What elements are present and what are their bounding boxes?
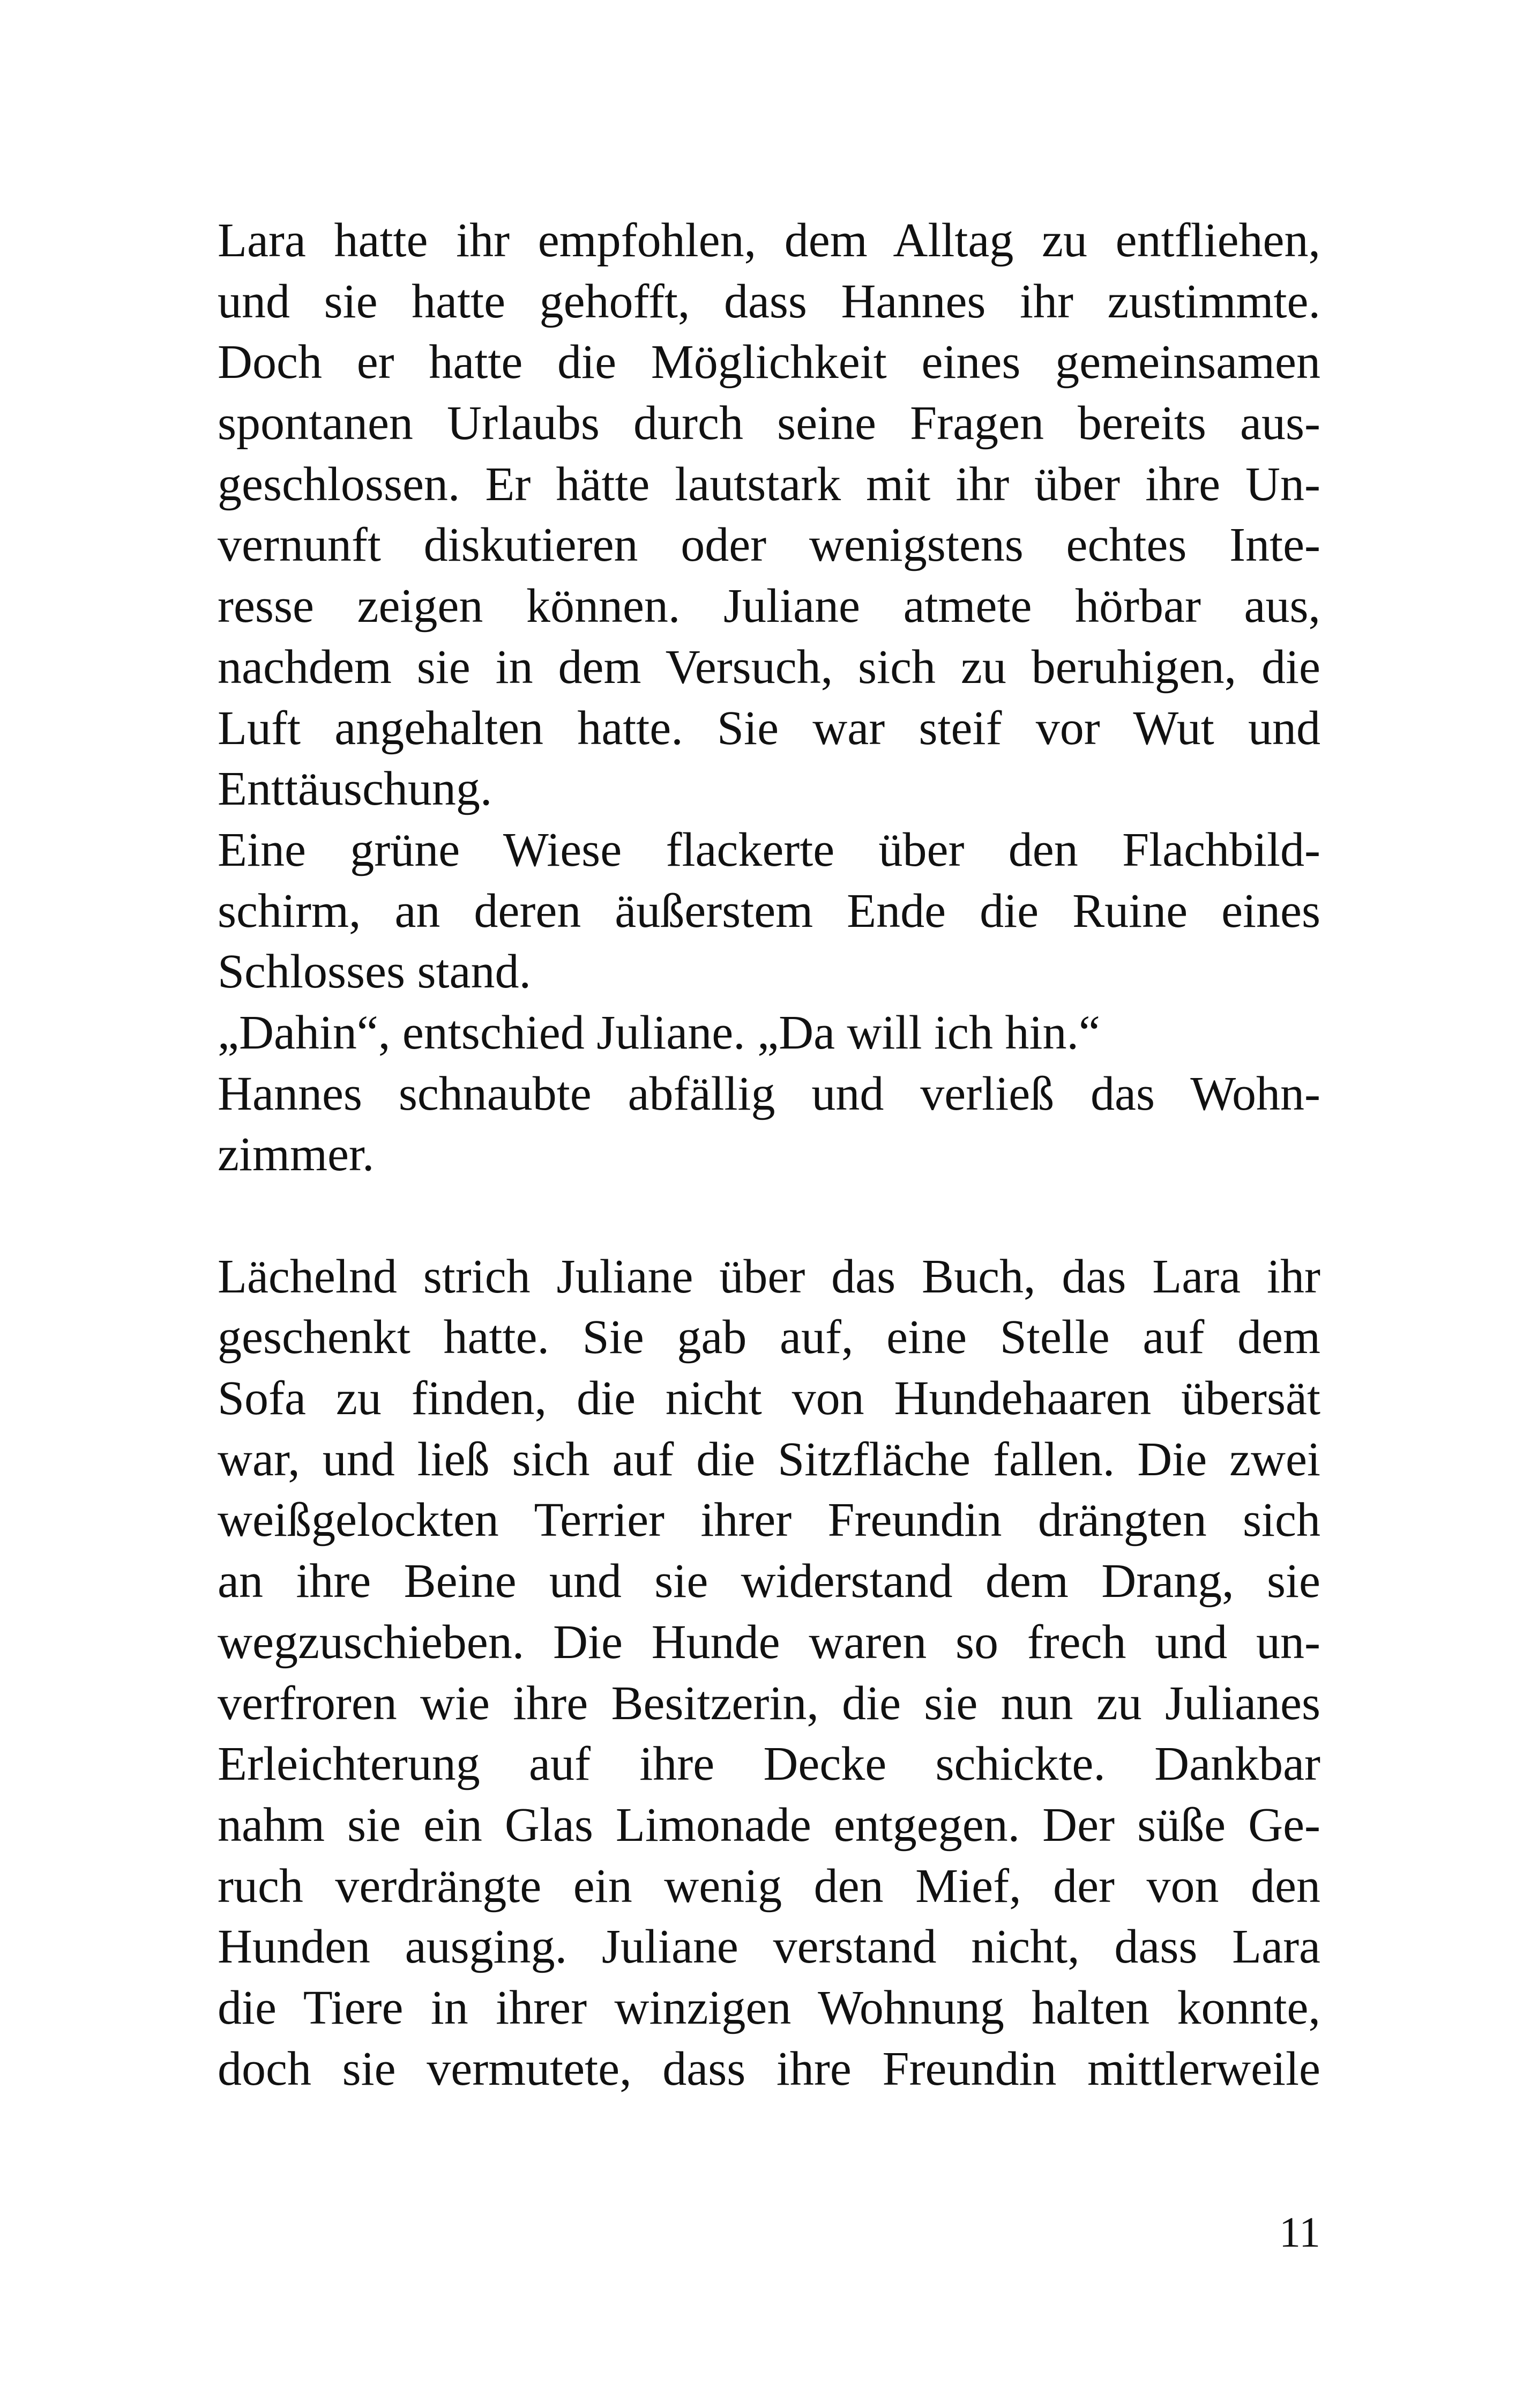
text-line: die Tiere in ihrer winzigen Wohnung halten konnte,	[218, 1981, 1320, 2034]
text-line: und sie hatte gehofft, dass Hannes ihr zustimmte.	[218, 274, 1320, 328]
text-line: Hunden ausging. Juliane verstand nicht, dass Lara	[218, 1920, 1320, 1974]
text-line: an ihre Beine und sie widerstand dem Drang, sie	[218, 1555, 1320, 1608]
text-line: verfroren wie ihre Besitzerin, die sie nun zu Julianes	[218, 1676, 1320, 1730]
text-line: Luft angehalten hatte. Sie war steif vor Wut und	[218, 701, 1320, 755]
text-line: Eine grüne Wiese flackerte über den Flachbild-	[218, 823, 1320, 876]
text-line: Sofa zu finden, die nicht von Hundehaaren übersät	[218, 1372, 1320, 1425]
text-line: geschlossen. Er hätte lautstark mit ihr über ihre Un-	[218, 457, 1320, 511]
text-line: Lara hatte ihr empfohlen, dem Alltag zu entfliehen,	[218, 214, 1320, 267]
paragraph	[218, 1002, 1320, 1064]
text-line: war, und ließ sich auf die Sitzfläche fallen. Die zwei	[218, 1432, 1320, 1486]
text-line: resse zeigen können. Juliane atmete hörbar aus,	[218, 579, 1320, 633]
paragraph	[218, 820, 1320, 1002]
text-line: Doch er hatte die Möglichkeit eines gemeinsamen	[218, 336, 1320, 389]
text-line: nahm sie ein Glas Limonade entgegen. Der süße Ge-	[218, 1798, 1320, 1852]
text-line: nachdem sie in dem Versuch, sich zu beruhigen, die	[218, 640, 1320, 694]
text-line: doch sie vermutete, dass ihre Freundin mittlerweile	[218, 2042, 1320, 2095]
text-line: vernunft diskutieren oder wenigstens echtes Inte-	[218, 518, 1320, 572]
text-line: weißgelockten Terrier ihrer Freundin drängten sich	[218, 1493, 1320, 1547]
text-line: geschenkt hatte. Sie gab auf, eine Stelle auf dem	[218, 1311, 1320, 1364]
paragraph	[218, 1064, 1320, 1185]
body-text	[218, 210, 1320, 2099]
paragraph	[218, 1246, 1320, 2100]
text-line: „Dahin“, entschied Juliane. „Da will ich hin.“	[218, 1006, 1100, 1059]
text-line: Lächelnd strich Juliane über das Buch, das Lara ihr	[218, 1250, 1320, 1303]
page-number: 11	[1279, 2209, 1320, 2256]
text-line: wegzuschieben. Die Hunde waren so frech und un-	[218, 1615, 1320, 1669]
text-line: ruch verdrängte ein wenig den Mief, der von den	[218, 1859, 1320, 1913]
paragraph	[218, 210, 1320, 820]
text-line: Enttäuschung.	[218, 762, 492, 816]
text-line: Schlosses stand.	[218, 945, 531, 999]
section-break	[218, 1185, 1320, 1246]
text-line: zimmer.	[218, 1128, 375, 1181]
text-line: schirm, an deren äußerstem Ende die Ruine eines	[218, 884, 1320, 938]
text-line: Erleichterung auf ihre Decke schickte. Dankbar	[218, 1737, 1320, 1791]
text-line: spontanen Urlaubs durch seine Fragen bereits aus-	[218, 397, 1320, 450]
text-line: Hannes schnaubte abfällig und verließ das Wohn-	[218, 1067, 1320, 1120]
